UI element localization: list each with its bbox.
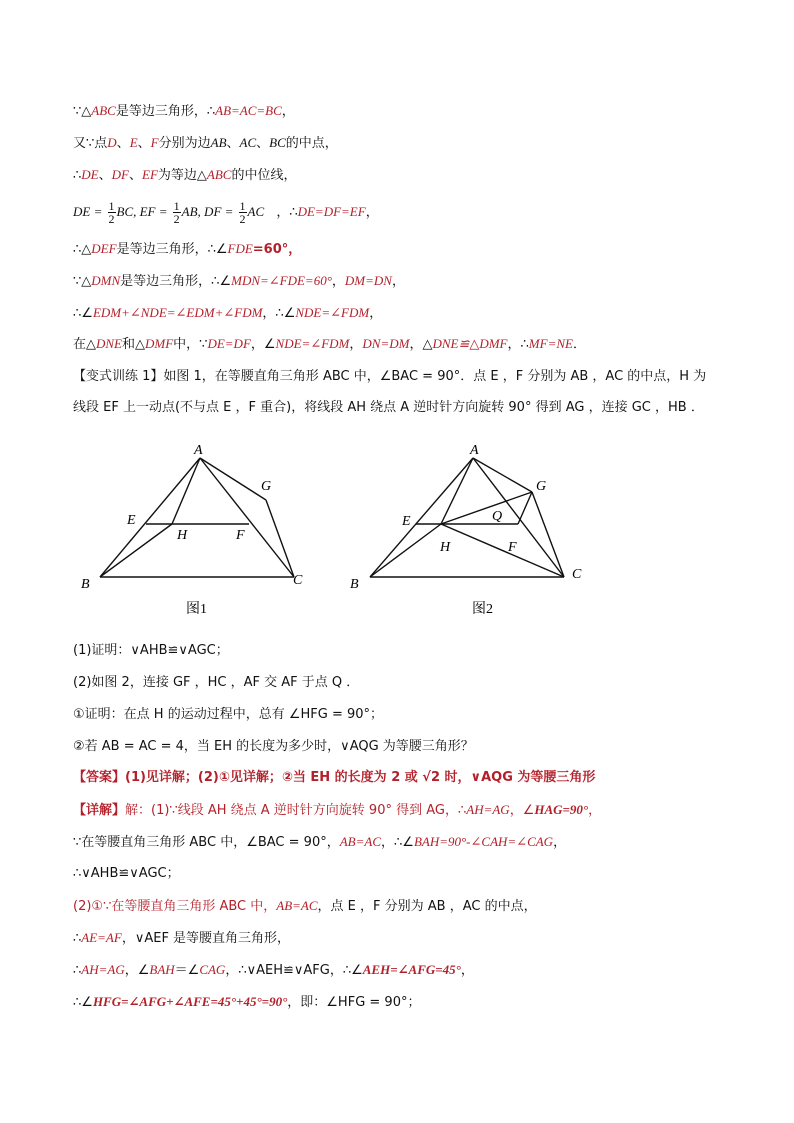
solution-line-3: ∴∨AHB≌∨AGC； [73,866,180,881]
label-Q: Q [492,509,503,524]
question-2: (2)如图 2，连接 GF ，HC ，AF 交 AF 于点 Q ． [73,675,360,690]
proof-line-7: ∴∠EDM+∠NDE=∠EDM+∠FDM，∴∠NDE=∠FDM， [73,305,383,321]
label-B: B [350,577,359,592]
segment-GC [532,492,564,577]
segment-AC [473,458,564,577]
label-A: A [470,443,479,458]
label-B: B [81,577,90,592]
segment-HB [370,524,441,577]
label-E: E [402,514,411,529]
answer-line: 【答案】(1)见详解；(2)①见详解；②当 EH 的长度为 2 或 √2 时，∨AQG 为等腰三角形 [73,770,596,785]
label-C: C [293,573,303,588]
problem-line-2: 线段 EF 上一动点(不与点 E ，F 重合)，将线段 AH 绕点 A 逆时针方向旋转 90° 得到 AG ，连接 GC ，HB ． [73,400,704,415]
problem-line-1: 【变式训练 1】如图 1，在等腰直角三角形 ABC 中，∠BAC = 90°．点 E ，F 分别为 AB ，AC 的中点，H 为 [73,369,707,384]
label-H: H [177,528,188,543]
proof-line-8: 在△DNE和△DMF中，∵DE=DF，∠NDE=∠FDM，DN=DM，△DNE≌△DMF，∴MF=NE． [73,336,586,352]
segment-AG [473,458,532,492]
segment-AB [100,458,200,577]
label-C: C [572,567,582,582]
figure-1-caption: 图1 [186,602,207,617]
segment-HC [441,524,564,577]
solution-line-2: ∵在等腰直角三角形 ABC 中，∠BAC = 90°，AB=AC，∴∠BAH=90°-∠CAH=∠CAG， [73,834,567,850]
segment-HB [100,524,172,577]
segment-AH [172,458,200,524]
question-2-part-2: ②若 AB = AC = 4，当 EH 的长度为多少时，∨AQG 为等腰三角形？ [73,739,474,754]
proof-line-5: ∴△DEF是等边三角形，∴∠FDE=60°， [73,241,302,257]
label-F: F [508,540,517,555]
label-A: A [194,443,203,458]
question-2-part-1: ①证明：在点 H 的运动过程中，总有 ∠HFG = 90°； [73,707,384,722]
proof-line-6: ∵△DMN是等边三角形，∴∠MDN=∠FDE=60°，DM=DN， [73,273,405,289]
label-F: F [236,528,245,543]
label-G: G [261,479,272,494]
segment-AC [200,458,294,577]
solution-line-5: ∴AE=AF，∨AEF 是等腰直角三角形， [73,930,291,946]
label-E: E [127,513,136,528]
label-G: G [536,479,547,494]
fraction-half: $\frac{1}{2}$ [108,199,115,226]
figure-2-diagram [346,438,596,623]
fraction-half: $\frac{1}{2}$ [173,199,180,226]
figure-1-diagram [76,438,316,623]
solution-line-1: 【详解】解：(1)∵线段 AH 绕点 A 逆时针方向旋转 90° 得到 AG，∴AH=AG，∠HAG=90°， [73,802,602,818]
segment-AG [200,458,266,500]
proof-line-1: ∵△ABC是等边三角形，∴AB=AC=BC， [73,103,295,119]
figure-2-caption: 图2 [472,602,493,617]
solution-line-7: ∴∠HFG=∠AFG+∠AFE=45°+45°=90°，即：∠HFG = 90°； [73,994,421,1010]
question-1: (1)证明：∨AHB≌∨AGC； [73,643,229,658]
fraction-half: $\frac{1}{2}$ [239,199,246,226]
solution-line-4: (2)①∵在等腰直角三角形 ABC 中，AB=AC，点 E ，F 分别为 AB ，AC 的中点， [73,898,537,914]
solution-line-6: ∴AH=AG，∠BAH＝∠CAG，∴∨AEH≌∨AFG，∴∠AEH=∠AFG=45°， [73,962,474,978]
segment-GC [266,500,294,577]
proof-line-2: 又∵点D、E、F分别为边AB、AC、BC的中点， [73,135,338,151]
proof-line-3: ∴DE、DF、EF为等边△ABC的中位线， [73,167,297,183]
proof-line-4: DE = $\frac{1}{2}$ BC, EF = $\frac{1}{2}$ AB, DF = $\frac{1}{2}$ AC ，∴DE=DF=EF， [73,199,379,226]
label-H: H [440,540,451,555]
